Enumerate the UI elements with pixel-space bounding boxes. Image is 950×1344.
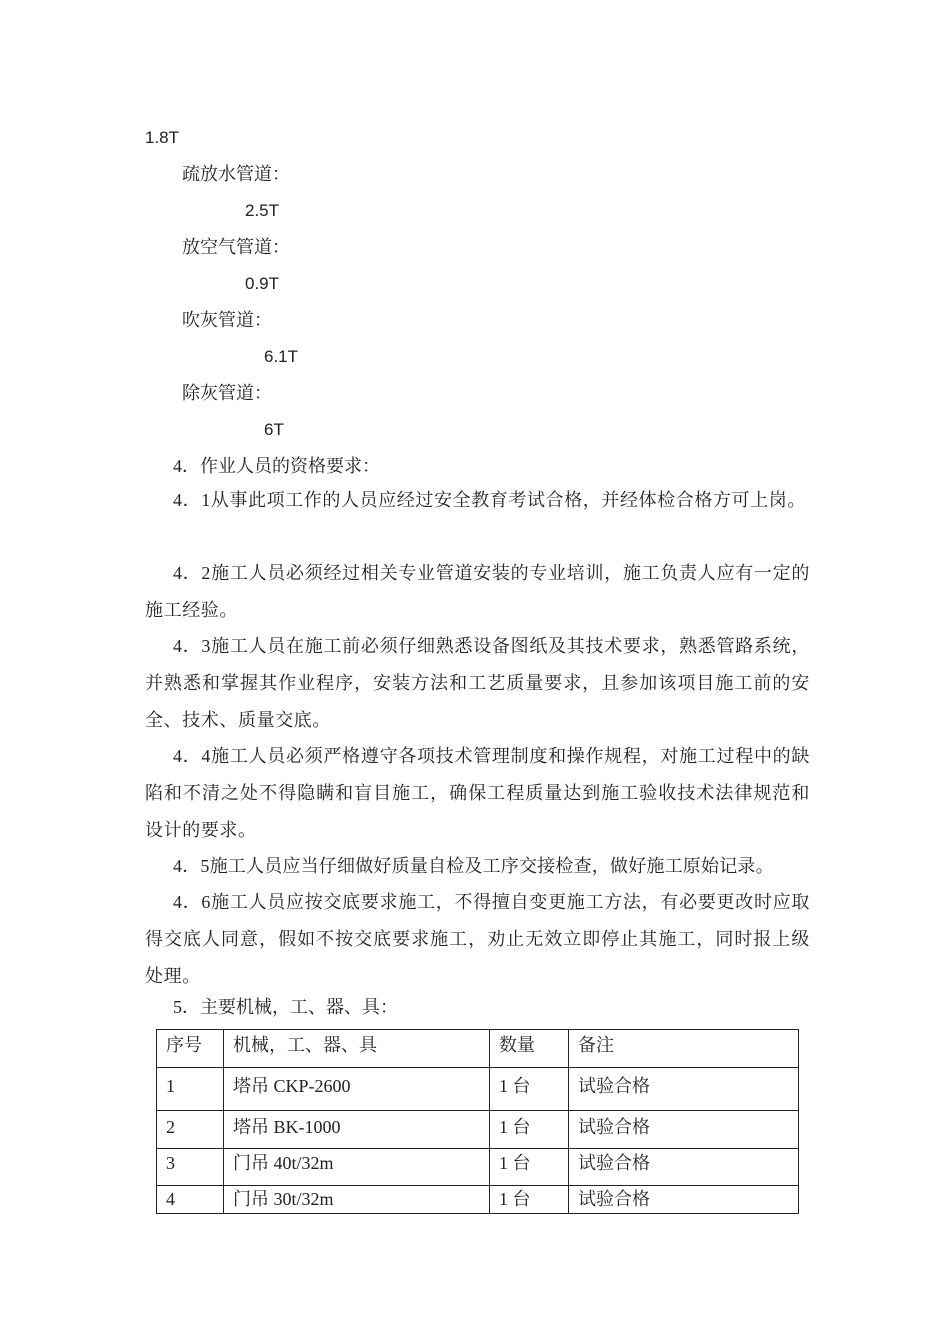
table-header-cell: 备注 [569, 1030, 799, 1068]
table-cell: 试验合格 [569, 1111, 799, 1149]
weight-value: 6T [264, 420, 284, 439]
weight-value: 2.5T [245, 201, 280, 220]
table-cell: 试验合格 [569, 1186, 799, 1214]
table-cell: 1 台 [490, 1068, 569, 1111]
table-header-row [157, 1030, 799, 1068]
table-cell: 门吊 40t/32m [224, 1149, 490, 1186]
paragraph: 4．2施工人员必须经过相关专业管道安装的专业培训，施工负责人应有一定的施工经验。 [145, 563, 810, 620]
section-heading: 5．主要机械，工、器、具： [173, 997, 398, 1017]
table-cell: 3 [157, 1149, 224, 1186]
paragraph: 4．1从事此项工作的人员应经过安全教育考试合格，并经体检合格方可上岗。 [173, 490, 806, 510]
table-cell: 2 [157, 1111, 224, 1149]
table-cell: 塔吊 BK-1000 [224, 1111, 490, 1149]
paragraph: 4．6施工人员应按交底要求施工，不得擅自变更施工方法，有必要更改时应取得交底人同意，假如不按交底要求施工，劝止无效立即停止其施工，同时报上级处理。 [145, 892, 810, 986]
weight-label: 疏放水管道： [182, 164, 290, 184]
table-cell: 试验合格 [569, 1149, 799, 1186]
table-cell: 4 [157, 1186, 224, 1214]
table-row [157, 1149, 799, 1186]
table-row [157, 1111, 799, 1149]
table-row [157, 1186, 799, 1214]
table-cell: 1 [157, 1068, 224, 1111]
table-cell: 门吊 30t/32m [224, 1186, 490, 1214]
table-row [157, 1068, 799, 1111]
table-cell: 1 台 [490, 1149, 569, 1186]
paragraph: 4．4施工人员必须严格遵守各项技术管理制度和操作规程，对施工过程中的缺陷和不清之处不得隐瞒和盲目施工，确保工程质量达到施工验收技术法律规范和设计的要求。 [145, 746, 810, 840]
equipment-table [156, 1029, 799, 1214]
table-header-cell: 数量 [490, 1030, 569, 1068]
weight-label: 吹灰管道： [182, 310, 272, 330]
paragraph: 4．3施工人员在施工前必须仔细熟悉设备图纸及其技术要求，熟悉管路系统，并熟悉和掌握其作业程序，安装方法和工艺质量要求，且参加该项目施工前的安全、技术、质量交底。 [145, 636, 810, 730]
table-header-cell: 序号 [157, 1030, 224, 1068]
table-header-cell: 机械，工、器、具 [224, 1030, 490, 1068]
table-cell: 塔吊 CKP-2600 [224, 1068, 490, 1111]
weight-label: 除灰管道： [182, 383, 272, 403]
weight-value: 1.8T [145, 128, 180, 147]
table-cell: 1 台 [490, 1186, 569, 1214]
table-cell: 1 台 [490, 1111, 569, 1149]
weight-value: 0.9T [245, 274, 280, 293]
table-cell: 试验合格 [569, 1068, 799, 1111]
section-heading: 4．作业人员的资格要求： [173, 456, 380, 476]
weight-label: 放空气管道： [182, 237, 290, 257]
weight-value: 6.1T [264, 347, 299, 366]
paragraph: 4．5施工人员应当仔细做好质量自检及工序交接检查，做好施工原始记录。 [173, 856, 774, 876]
